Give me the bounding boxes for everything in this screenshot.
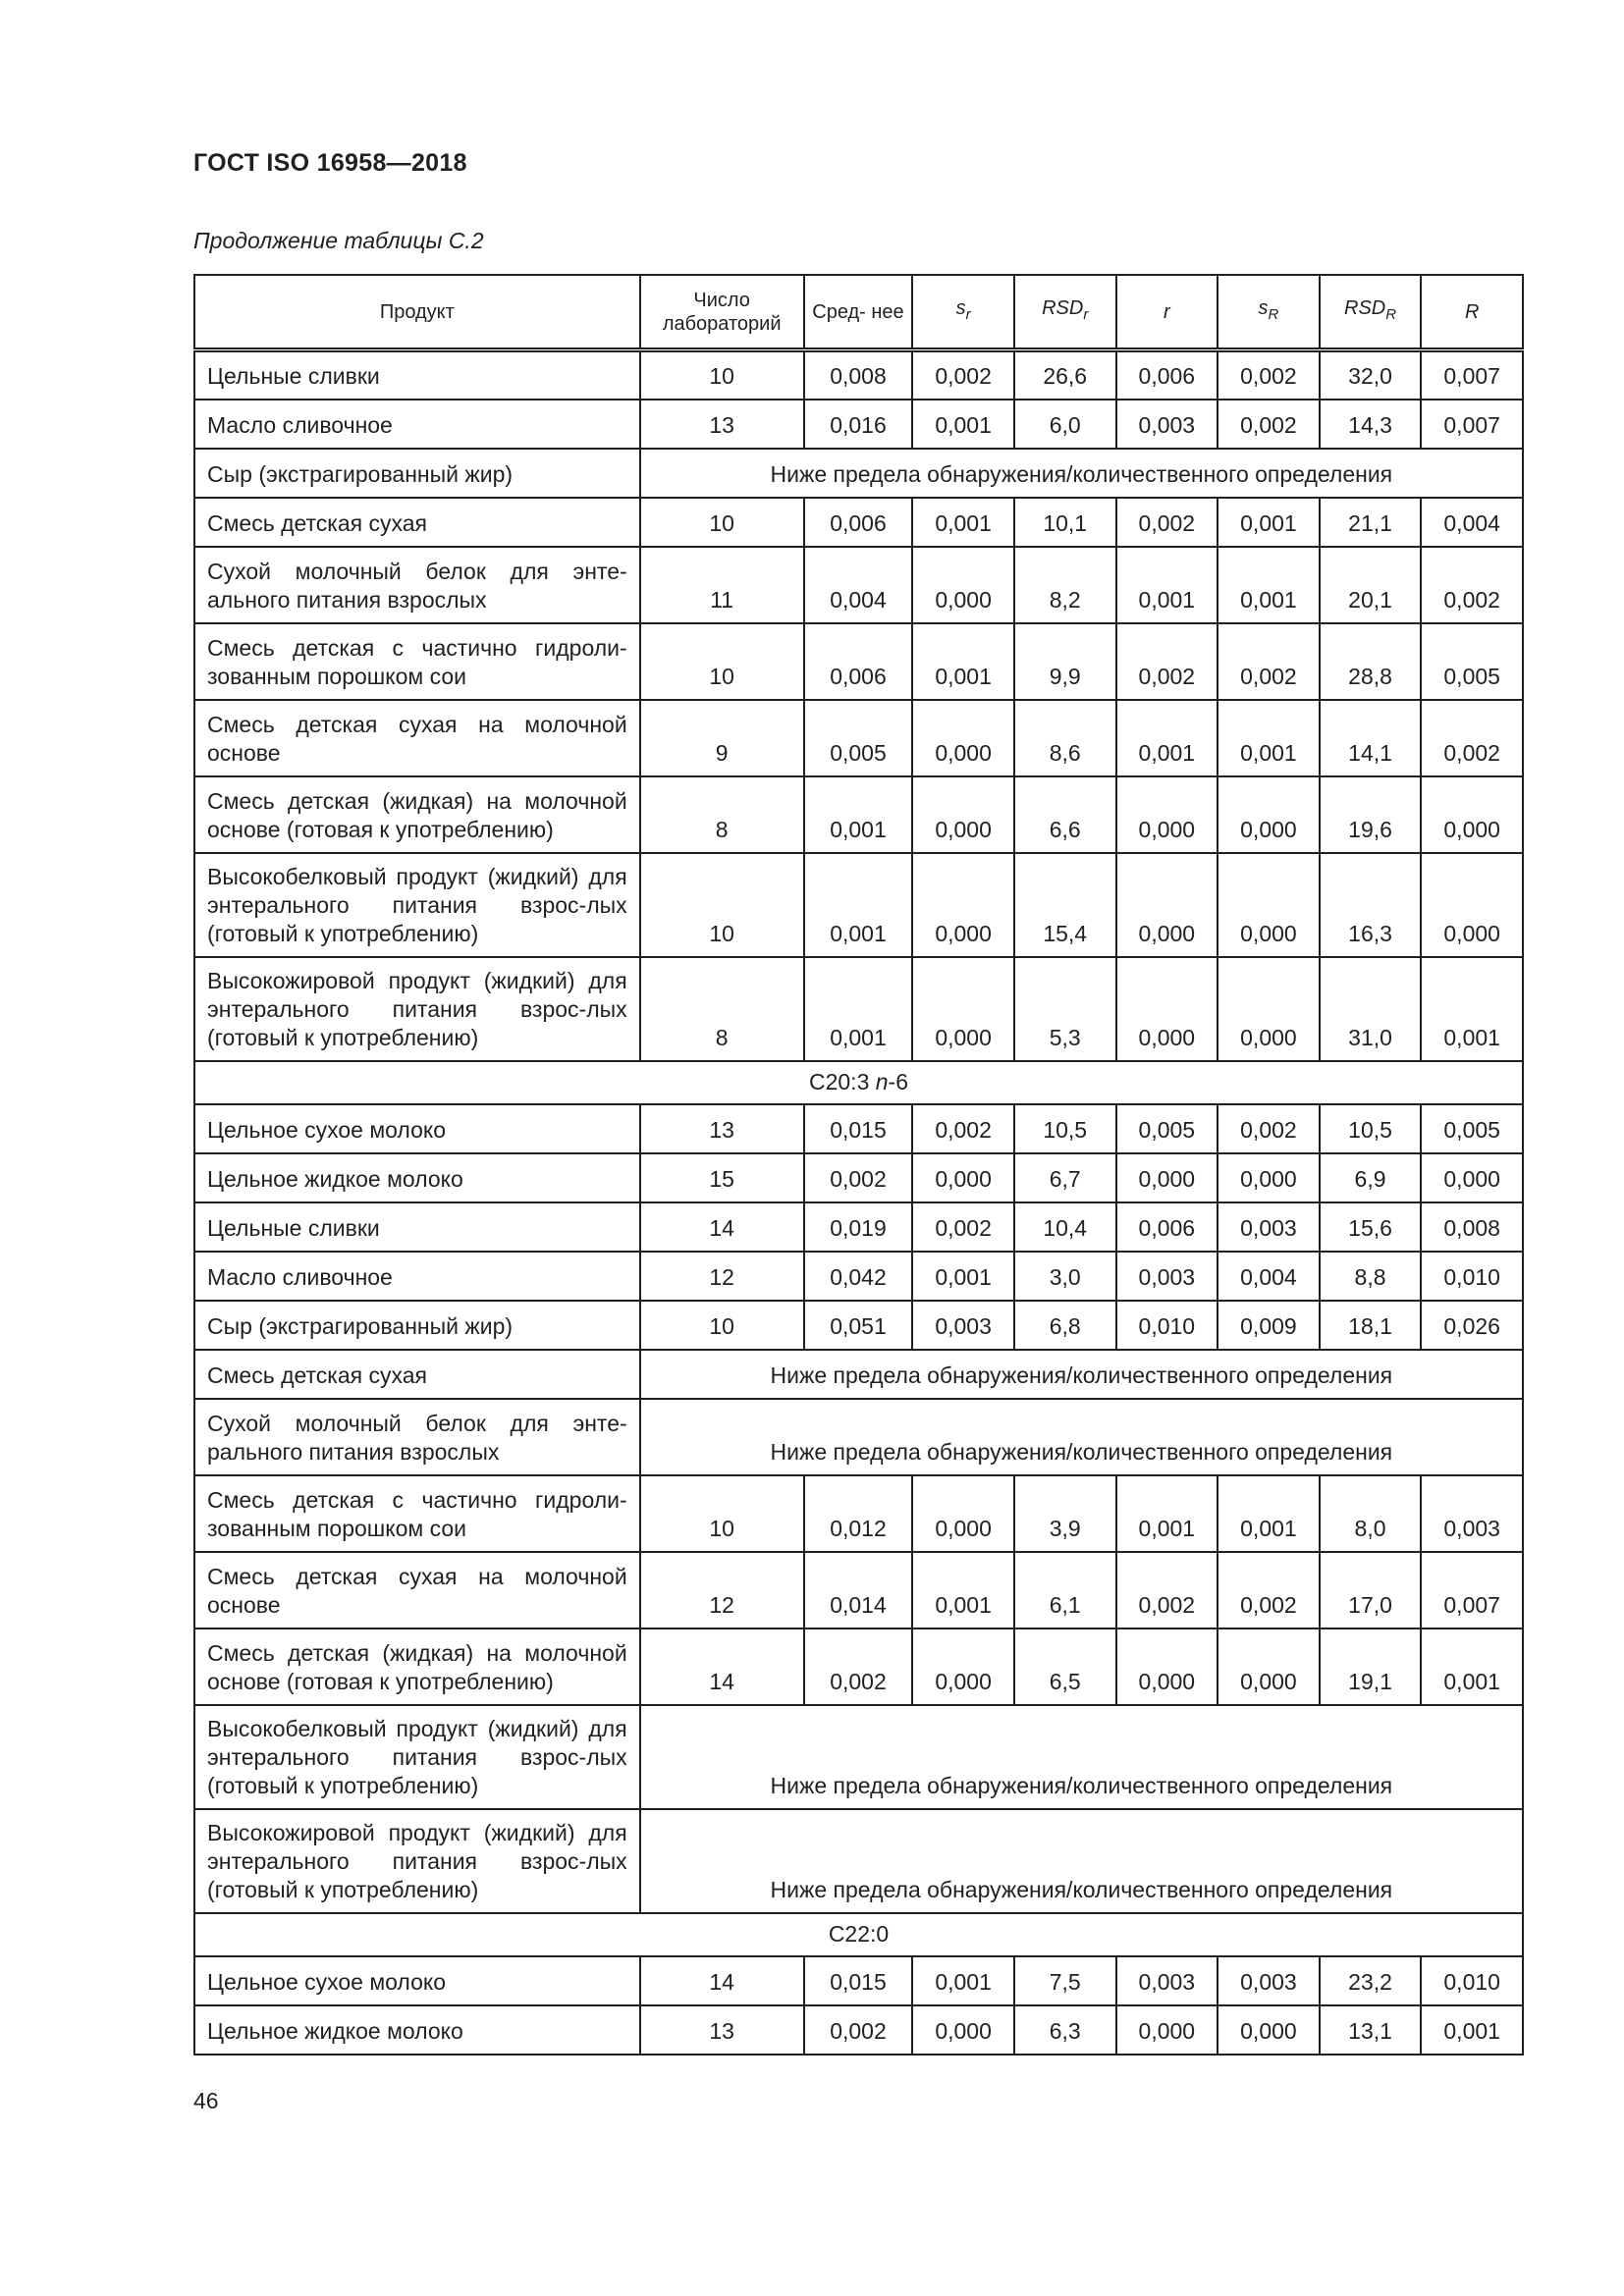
data-table: [193, 274, 1524, 2056]
value-cell-sr: 0,001: [912, 1252, 1014, 1301]
table-row: [194, 1705, 1523, 1809]
value-cell-rsdR: 14,3: [1320, 400, 1422, 449]
value-cell-rsdr: 8,6: [1014, 700, 1116, 776]
value-cell-sR: 0,003: [1218, 1202, 1320, 1252]
value-cell-labs: 12: [640, 1552, 804, 1629]
value-cell-mean: 0,001: [804, 853, 913, 957]
value-cell-mean: 0,015: [804, 1104, 913, 1153]
value-cell-mean: 0,051: [804, 1301, 913, 1350]
value-cell-rsdr: 3,9: [1014, 1475, 1116, 1552]
value-cell-sr: 0,003: [912, 1301, 1014, 1350]
value-cell-r: 0,003: [1116, 1956, 1218, 2005]
section-title: С22:0: [194, 1913, 1523, 1956]
value-cell-rsdR: 32,0: [1320, 350, 1422, 400]
value-cell-sR: 0,004: [1218, 1252, 1320, 1301]
table-row: [194, 1809, 1523, 1913]
value-cell-sr: 0,000: [912, 2005, 1014, 2055]
value-cell-labs: 13: [640, 1104, 804, 1153]
value-cell-rsdr: 15,4: [1014, 853, 1116, 957]
table-row: [194, 700, 1523, 776]
value-cell-mean: 0,004: [804, 547, 913, 623]
value-cell-sR: 0,000: [1218, 776, 1320, 853]
value-cell-sr: 0,001: [912, 498, 1014, 547]
value-cell-mean: 0,002: [804, 1153, 913, 1202]
value-cell-mean: 0,002: [804, 1629, 913, 1705]
value-cell-sR: 0,002: [1218, 1104, 1320, 1153]
value-cell-sR: 0,003: [1218, 1956, 1320, 2005]
value-cell-sr: 0,000: [912, 1629, 1014, 1705]
table-row: [194, 776, 1523, 853]
value-cell-mean: 0,014: [804, 1552, 913, 1629]
product-cell: Сухой молочный белок для энте-ального питания взрослых: [194, 547, 640, 623]
column-header-R: R: [1421, 275, 1523, 350]
below-detection-note: Ниже предела обнаружения/количественного определения: [640, 449, 1523, 498]
column-header-mean: Сред- нее: [804, 275, 913, 350]
value-cell-R: 0,010: [1421, 1956, 1523, 2005]
value-cell-sr: 0,000: [912, 776, 1014, 853]
value-cell-sR: 0,000: [1218, 853, 1320, 957]
value-cell-r: 0,005: [1116, 1104, 1218, 1153]
section-title: С20:3 n-6: [194, 1061, 1523, 1104]
below-detection-note: Ниже предела обнаружения/количественного определения: [640, 1705, 1523, 1809]
column-header-labs: Число лабораторий: [640, 275, 804, 350]
value-cell-r: 0,001: [1116, 547, 1218, 623]
value-cell-rsdr: 3,0: [1014, 1252, 1116, 1301]
below-detection-note: Ниже предела обнаружения/количественного определения: [640, 1399, 1523, 1475]
value-cell-rsdr: 6,6: [1014, 776, 1116, 853]
value-cell-sR: 0,001: [1218, 498, 1320, 547]
document-title: ГОСТ ISO 16958—2018: [193, 149, 467, 177]
value-cell-sR: 0,001: [1218, 547, 1320, 623]
value-cell-rsdR: 20,1: [1320, 547, 1422, 623]
table-row: [194, 498, 1523, 547]
value-cell-rsdR: 19,6: [1320, 776, 1422, 853]
table-row: [194, 1104, 1523, 1153]
value-cell-r: 0,000: [1116, 853, 1218, 957]
product-cell: Масло сливочное: [194, 400, 640, 449]
value-cell-sr: 0,002: [912, 350, 1014, 400]
value-cell-R: 0,026: [1421, 1301, 1523, 1350]
value-cell-rsdR: 15,6: [1320, 1202, 1422, 1252]
product-cell: Высокожировой продукт (жидкий) для энтерального питания взрос-лых (готовый к употреблению): [194, 1809, 640, 1913]
value-cell-r: 0,001: [1116, 700, 1218, 776]
table-row: [194, 1252, 1523, 1301]
value-cell-mean: 0,015: [804, 1956, 913, 2005]
value-cell-r: 0,000: [1116, 1153, 1218, 1202]
value-cell-sR: 0,001: [1218, 700, 1320, 776]
value-cell-R: 0,000: [1421, 776, 1523, 853]
value-cell-rsdR: 28,8: [1320, 623, 1422, 700]
value-cell-sr: 0,002: [912, 1104, 1014, 1153]
value-cell-rsdr: 5,3: [1014, 957, 1116, 1061]
value-cell-sR: 0,000: [1218, 1153, 1320, 1202]
product-cell: Цельные сливки: [194, 350, 640, 400]
value-cell-mean: 0,042: [804, 1252, 913, 1301]
value-cell-R: 0,003: [1421, 1475, 1523, 1552]
value-cell-labs: 13: [640, 400, 804, 449]
value-cell-r: 0,002: [1116, 623, 1218, 700]
value-cell-rsdR: 8,8: [1320, 1252, 1422, 1301]
product-cell: Цельные сливки: [194, 1202, 640, 1252]
product-cell: Масло сливочное: [194, 1252, 640, 1301]
table-row: [194, 400, 1523, 449]
below-detection-note: Ниже предела обнаружения/количественного определения: [640, 1350, 1523, 1399]
value-cell-labs: 10: [640, 1301, 804, 1350]
value-cell-rsdr: 6,1: [1014, 1552, 1116, 1629]
value-cell-mean: 0,001: [804, 776, 913, 853]
column-header-product: Продукт: [194, 275, 640, 350]
value-cell-R: 0,007: [1421, 1552, 1523, 1629]
table-row: [194, 2005, 1523, 2055]
value-cell-R: 0,008: [1421, 1202, 1523, 1252]
value-cell-sR: 0,000: [1218, 2005, 1320, 2055]
product-cell: Смесь детская (жидкая) на молочной основе (готовая к употреблению): [194, 776, 640, 853]
value-cell-rsdR: 13,1: [1320, 2005, 1422, 2055]
column-header-sR: $s_R$: [1218, 275, 1320, 350]
value-cell-r: 0,002: [1116, 498, 1218, 547]
value-cell-rsdR: 8,0: [1320, 1475, 1422, 1552]
value-cell-labs: 10: [640, 350, 804, 400]
value-cell-sR: 0,002: [1218, 1552, 1320, 1629]
value-cell-R: 0,005: [1421, 623, 1523, 700]
value-cell-rsdr: 26,6: [1014, 350, 1116, 400]
value-cell-sr: 0,002: [912, 1202, 1014, 1252]
value-cell-sr: 0,001: [912, 400, 1014, 449]
value-cell-mean: 0,005: [804, 700, 913, 776]
value-cell-R: 0,001: [1421, 1629, 1523, 1705]
value-cell-rsdR: 17,0: [1320, 1552, 1422, 1629]
value-cell-r: 0,000: [1116, 1629, 1218, 1705]
table-row: [194, 623, 1523, 700]
value-cell-rsdr: 6,7: [1014, 1153, 1116, 1202]
product-cell: Высокобелковый продукт (жидкий) для энтерального питания взрос-лых (готовый к употреблению): [194, 1705, 640, 1809]
value-cell-r: 0,006: [1116, 350, 1218, 400]
value-cell-rsdr: 9,9: [1014, 623, 1116, 700]
value-cell-sR: 0,002: [1218, 400, 1320, 449]
table-header-row: [194, 275, 1523, 350]
value-cell-mean: 0,008: [804, 350, 913, 400]
value-cell-labs: 9: [640, 700, 804, 776]
product-cell: Смесь детская сухая на молочной основе: [194, 700, 640, 776]
value-cell-sR: 0,009: [1218, 1301, 1320, 1350]
value-cell-R: 0,000: [1421, 1153, 1523, 1202]
value-cell-r: 0,010: [1116, 1301, 1218, 1350]
value-cell-rsdr: 6,0: [1014, 400, 1116, 449]
value-cell-labs: 8: [640, 776, 804, 853]
value-cell-sR: 0,000: [1218, 1629, 1320, 1705]
value-cell-labs: 14: [640, 1629, 804, 1705]
product-cell: Цельное сухое молоко: [194, 1104, 640, 1153]
product-cell: Смесь детская с частично гидроли-зованным порошком сои: [194, 1475, 640, 1552]
value-cell-labs: 12: [640, 1252, 804, 1301]
value-cell-sr: 0,001: [912, 1956, 1014, 2005]
product-cell: Цельное сухое молоко: [194, 1956, 640, 2005]
value-cell-rsdR: 19,1: [1320, 1629, 1422, 1705]
value-cell-rsdr: 6,8: [1014, 1301, 1116, 1350]
table-row: [194, 350, 1523, 400]
value-cell-r: 0,003: [1116, 400, 1218, 449]
value-cell-R: 0,007: [1421, 400, 1523, 449]
value-cell-mean: 0,002: [804, 2005, 913, 2055]
product-cell: Цельное жидкое молоко: [194, 1153, 640, 1202]
value-cell-sr: 0,000: [912, 1475, 1014, 1552]
table-row: [194, 1202, 1523, 1252]
value-cell-R: 0,001: [1421, 957, 1523, 1061]
value-cell-labs: 10: [640, 498, 804, 547]
value-cell-rsdR: 10,5: [1320, 1104, 1422, 1153]
value-cell-r: 0,006: [1116, 1202, 1218, 1252]
value-cell-r: 0,003: [1116, 1252, 1218, 1301]
product-cell: Сыр (экстрагированный жир): [194, 1301, 640, 1350]
value-cell-mean: 0,012: [804, 1475, 913, 1552]
value-cell-mean: 0,001: [804, 957, 913, 1061]
section-row: [194, 1913, 1523, 1956]
product-cell: Высокобелковый продукт (жидкий) для энтерального питания взрос-лых (готовый к употреблению): [194, 853, 640, 957]
column-header-sr: $s_r$: [912, 275, 1014, 350]
value-cell-rsdr: 8,2: [1014, 547, 1116, 623]
table-row: [194, 1552, 1523, 1629]
product-cell: Высокожировой продукт (жидкий) для энтерального питания взрос-лых (готовый к употреблению): [194, 957, 640, 1061]
value-cell-rsdR: 21,1: [1320, 498, 1422, 547]
value-cell-sr: 0,001: [912, 623, 1014, 700]
value-cell-labs: 14: [640, 1956, 804, 2005]
value-cell-sr: 0,000: [912, 957, 1014, 1061]
table-body: [194, 350, 1523, 2055]
value-cell-labs: 14: [640, 1202, 804, 1252]
value-cell-labs: 10: [640, 853, 804, 957]
column-header-rsdR: $RSD_R$: [1320, 275, 1422, 350]
value-cell-rsdR: 6,9: [1320, 1153, 1422, 1202]
value-cell-labs: 10: [640, 1475, 804, 1552]
value-cell-sR: 0,001: [1218, 1475, 1320, 1552]
table-row: [194, 1399, 1523, 1475]
value-cell-sr: 0,000: [912, 547, 1014, 623]
value-cell-labs: 10: [640, 623, 804, 700]
product-cell: Сыр (экстрагированный жир): [194, 449, 640, 498]
value-cell-r: 0,000: [1116, 776, 1218, 853]
value-cell-sR: 0,002: [1218, 623, 1320, 700]
value-cell-mean: 0,019: [804, 1202, 913, 1252]
value-cell-R: 0,001: [1421, 2005, 1523, 2055]
table-row: [194, 449, 1523, 498]
table-row: [194, 1629, 1523, 1705]
product-cell: Смесь детская сухая: [194, 1350, 640, 1399]
page-number: 46: [193, 2088, 219, 2113]
value-cell-labs: 11: [640, 547, 804, 623]
product-cell: Смесь детская (жидкая) на молочной основе (готовая к употреблению): [194, 1629, 640, 1705]
product-cell: Смесь детская сухая: [194, 498, 640, 547]
value-cell-rsdR: 16,3: [1320, 853, 1422, 957]
value-cell-mean: 0,006: [804, 498, 913, 547]
table-row: [194, 1475, 1523, 1552]
value-cell-rsdR: 31,0: [1320, 957, 1422, 1061]
value-cell-rsdr: 6,5: [1014, 1629, 1116, 1705]
value-cell-labs: 13: [640, 2005, 804, 2055]
table-caption: Продолжение таблицы С.2: [193, 228, 484, 253]
table-row: [194, 853, 1523, 957]
value-cell-rsdr: 6,3: [1014, 2005, 1116, 2055]
value-cell-sr: 0,000: [912, 1153, 1014, 1202]
value-cell-r: 0,000: [1116, 957, 1218, 1061]
table-row: [194, 1153, 1523, 1202]
value-cell-sr: 0,001: [912, 1552, 1014, 1629]
below-detection-note: Ниже предела обнаружения/количественного определения: [640, 1809, 1523, 1913]
value-cell-r: 0,000: [1116, 2005, 1218, 2055]
value-cell-mean: 0,006: [804, 623, 913, 700]
table-row: [194, 957, 1523, 1061]
table-row: [194, 547, 1523, 623]
value-cell-labs: 15: [640, 1153, 804, 1202]
value-cell-rsdR: 23,2: [1320, 1956, 1422, 2005]
value-cell-R: 0,002: [1421, 700, 1523, 776]
value-cell-r: 0,001: [1116, 1475, 1218, 1552]
value-cell-sR: 0,002: [1218, 350, 1320, 400]
value-cell-sr: 0,000: [912, 700, 1014, 776]
product-cell: Смесь детская сухая на молочной основе: [194, 1552, 640, 1629]
value-cell-R: 0,005: [1421, 1104, 1523, 1153]
value-cell-mean: 0,016: [804, 400, 913, 449]
value-cell-R: 0,010: [1421, 1252, 1523, 1301]
value-cell-rsdr: 7,5: [1014, 1956, 1116, 2005]
table-row: [194, 1350, 1523, 1399]
value-cell-rsdr: 10,5: [1014, 1104, 1116, 1153]
value-cell-R: 0,004: [1421, 498, 1523, 547]
value-cell-r: 0,002: [1116, 1552, 1218, 1629]
column-header-rsdr: $RSD_r$: [1014, 275, 1116, 350]
table-row: [194, 1956, 1523, 2005]
value-cell-rsdR: 14,1: [1320, 700, 1422, 776]
value-cell-sr: 0,000: [912, 853, 1014, 957]
value-cell-rsdr: 10,4: [1014, 1202, 1116, 1252]
value-cell-sR: 0,000: [1218, 957, 1320, 1061]
column-header-r: r: [1116, 275, 1218, 350]
section-row: [194, 1061, 1523, 1104]
table-row: [194, 1301, 1523, 1350]
value-cell-R: 0,002: [1421, 547, 1523, 623]
value-cell-rsdr: 10,1: [1014, 498, 1116, 547]
value-cell-R: 0,000: [1421, 853, 1523, 957]
product-cell: Сухой молочный белок для энте-рального питания взрослых: [194, 1399, 640, 1475]
value-cell-labs: 8: [640, 957, 804, 1061]
product-cell: Цельное жидкое молоко: [194, 2005, 640, 2055]
value-cell-rsdR: 18,1: [1320, 1301, 1422, 1350]
value-cell-R: 0,007: [1421, 350, 1523, 400]
product-cell: Смесь детская с частично гидроли-зованным порошком сои: [194, 623, 640, 700]
